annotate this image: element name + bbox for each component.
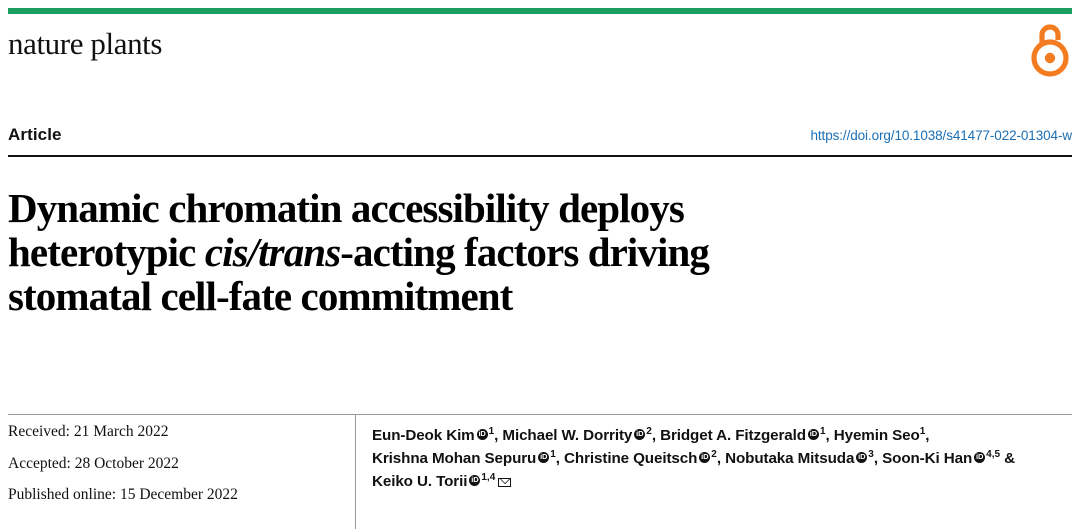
author-affiliation: 2 [711, 449, 717, 461]
author-list [372, 424, 1070, 493]
title-line-2-italic: cis/trans [204, 229, 341, 276]
author-affiliation: 2 [646, 426, 652, 437]
title-line-2-prefix: heterotypic [8, 229, 205, 276]
orcid-icon[interactable] [699, 452, 710, 463]
author-entry[interactable] [834, 427, 926, 444]
column-divider [355, 414, 356, 529]
author-name: Eun-Deok Kim [372, 427, 475, 445]
doi-link[interactable]: https://doi.org/10.1038/s41477-022-01304-w [810, 128, 1072, 143]
author-name: Hyemin Seo [833, 427, 920, 445]
author-separator: & [1000, 450, 1016, 468]
author-separator: , [873, 450, 883, 468]
open-access-icon[interactable] [1030, 20, 1070, 78]
article-meta-row [8, 125, 1072, 151]
author-separator: , [651, 427, 661, 445]
author-entry[interactable] [564, 450, 717, 467]
author-affiliation: 1 [550, 449, 556, 461]
page-title [8, 187, 1020, 319]
published-date: Published online: 15 December 2022 [8, 486, 238, 503]
journal-header [8, 20, 1072, 82]
author-name: Soon-Ki Han [882, 450, 973, 468]
title-line-3: stomatal cell-fate commitment [8, 273, 513, 320]
author-entry[interactable] [725, 450, 874, 467]
orcid-icon[interactable] [469, 475, 480, 486]
author-affiliation: 1 [919, 426, 926, 437]
author-separator: , [555, 450, 565, 468]
author-affiliation: 3 [868, 449, 874, 461]
article-type-label: Article [8, 125, 62, 144]
orcid-icon[interactable] [538, 452, 549, 463]
author-entry[interactable] [660, 427, 825, 444]
author-entry[interactable] [372, 450, 556, 467]
orcid-icon[interactable] [477, 429, 488, 440]
author-name: Bridget A. Fitzgerald [660, 427, 806, 445]
title-line-2-suffix: -acting factors driving [340, 229, 710, 276]
author-entry[interactable] [372, 473, 511, 490]
author-separator: , [494, 427, 503, 445]
author-block-divider-rule [8, 414, 1072, 415]
author-entry[interactable] [882, 450, 1000, 467]
meta-divider-rule [8, 155, 1072, 157]
orcid-icon[interactable] [808, 429, 819, 440]
top-accent-rule [8, 8, 1072, 14]
author-affiliation: 1 [819, 426, 826, 437]
author-affiliation: 1 [488, 426, 495, 437]
author-separator: , [925, 427, 930, 445]
author-affiliation: 4,5 [986, 449, 1001, 461]
author-name: Christine Queitsch [564, 450, 698, 468]
author-name: Nobutaka Mitsuda [725, 450, 855, 468]
author-affiliation: 1,4 [481, 472, 496, 484]
author-name: Krishna Mohan Sepuru [372, 450, 537, 468]
author-entry[interactable] [372, 427, 494, 444]
orcid-icon[interactable] [974, 452, 985, 463]
corresponding-author-email-icon[interactable] [498, 478, 511, 487]
orcid-icon[interactable] [634, 429, 645, 440]
author-separator: , [825, 427, 834, 445]
author-entry[interactable] [502, 427, 651, 444]
author-name: Keiko U. Torii [372, 473, 468, 491]
orcid-icon[interactable] [856, 452, 867, 463]
title-line-1: Dynamic chromatin accessibility deploys [8, 185, 684, 232]
accepted-date: Accepted: 28 October 2022 [8, 454, 179, 472]
author-separator: , [716, 450, 726, 468]
author-name: Michael W. Dorrity [502, 427, 633, 445]
received-date: Received: 21 March 2022 [8, 423, 169, 440]
publication-dates [8, 424, 328, 519]
journal-title: nature plants [8, 26, 163, 61]
